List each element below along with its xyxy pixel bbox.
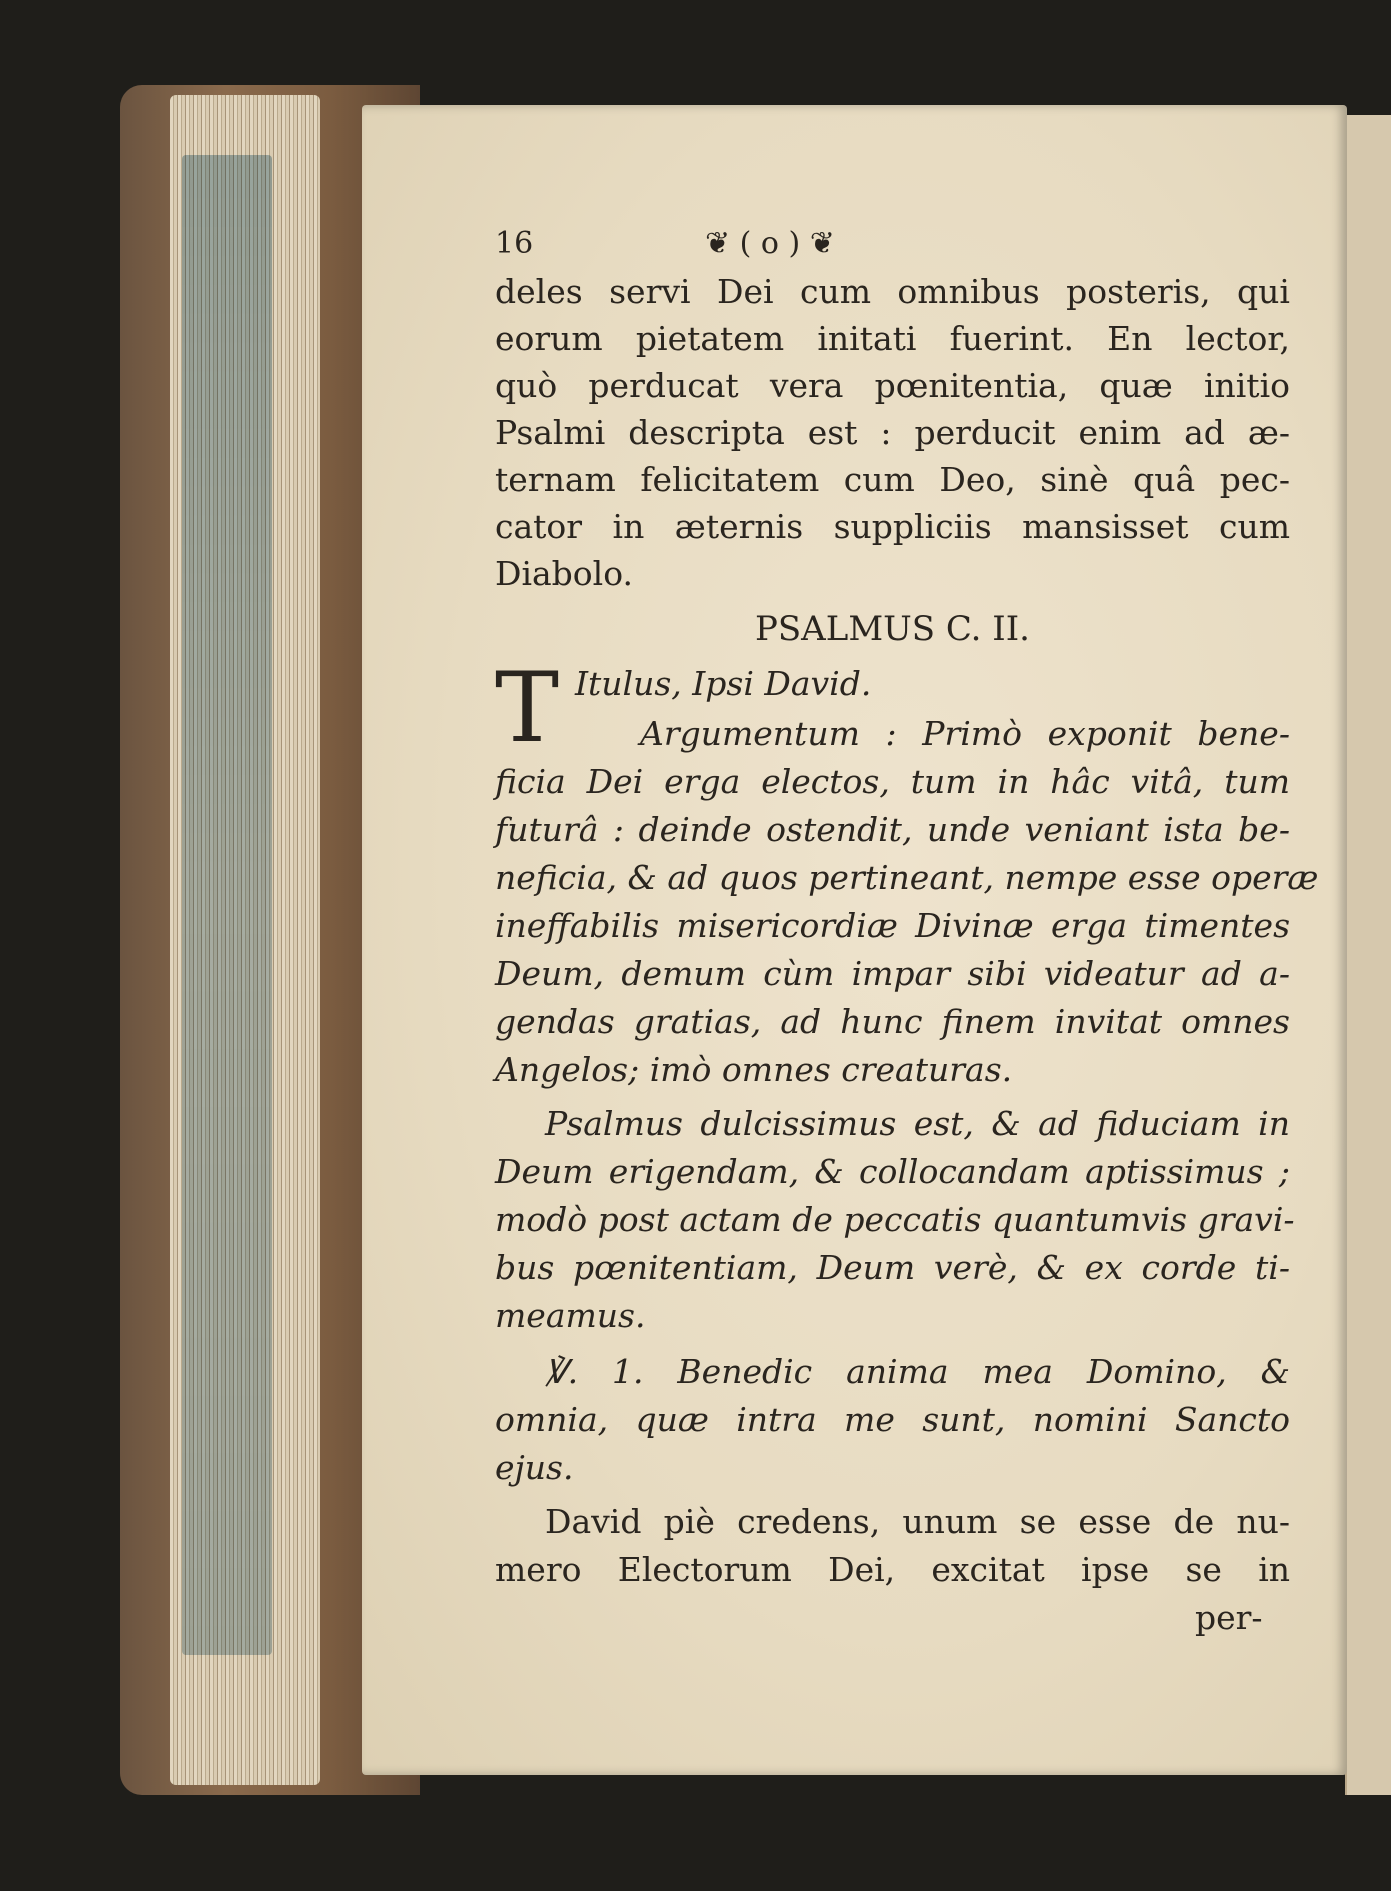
page-number: 16: [495, 226, 534, 261]
argumentum-line: gendas gratias, ad hunc finem invitat omnes: [495, 1002, 1290, 1041]
psalm-title: PSALMUS C. II.: [755, 609, 1030, 649]
page-edges: [170, 95, 320, 1785]
argumentum-line: Deum, demum cùm impar sibi videatur ad a-: [495, 954, 1290, 993]
text-line: eorum pietatem initati fuerint. En lector,: [495, 319, 1290, 358]
psalmus-note-line: bus pœnitentiam, Deum verè, & ex corde ti-: [495, 1248, 1290, 1287]
commentary-line: David piè credens, unum se esse de nu-: [545, 1502, 1290, 1541]
catchword: per-: [1195, 1598, 1263, 1637]
text-line: quò perducat vera pœnitentia, quæ initio: [495, 366, 1290, 405]
argumentum-line: Argumentum : Primò exponit bene-: [640, 714, 1290, 753]
text-line: ternam felicitatem cum Deo, sinè quâ pec-: [495, 460, 1290, 499]
commentary-line: mero Electorum Dei, excitat ipse se in: [495, 1550, 1290, 1589]
argumentum-line: ficia Dei erga electos, tum in hâc vitâ, tum: [495, 762, 1290, 801]
psalmus-note-line: Psalmus dulcissimus est, & ad fiduciam in: [545, 1104, 1290, 1143]
text-line: Diabolo.: [495, 554, 634, 593]
titulus-line: Itulus, Ipsi David.: [575, 664, 872, 703]
text-line: Psalmi descripta est : perducit enim ad æ-: [495, 413, 1290, 452]
drop-cap: T: [495, 652, 560, 764]
header-ornament: ❦ ( o ) ❦: [705, 226, 835, 261]
verse-line: omnia, quæ intra me sunt, nomini Sancto: [495, 1400, 1290, 1439]
argumentum-line: futurâ : deinde ostendit, unde veniant ista be-: [495, 810, 1290, 849]
argumentum-line: neficia, & ad quos pertineant, nempe esse operæ: [495, 858, 1319, 897]
verse-line: ℣. 1. Benedic anima mea Domino, &: [545, 1352, 1290, 1391]
psalmus-note-line: meamus.: [495, 1296, 646, 1335]
facing-page-edge: [1345, 115, 1391, 1795]
argumentum-line: Angelos; imò omnes creaturas.: [495, 1050, 1013, 1089]
psalmus-note-line: Deum erigendam, & collocandam aptissimus ;: [495, 1152, 1290, 1191]
psalmus-note-line: modò post actam de peccatis quantumvis gravi-: [495, 1200, 1295, 1239]
argumentum-line: ineffabilis misericordiæ Divinæ erga timentes: [495, 906, 1290, 945]
text-line: cator in æternis suppliciis mansisset cum: [495, 507, 1290, 546]
verse-line: ejus.: [495, 1448, 574, 1487]
text-line: deles servi Dei cum omnibus posteris, qui: [495, 272, 1290, 311]
